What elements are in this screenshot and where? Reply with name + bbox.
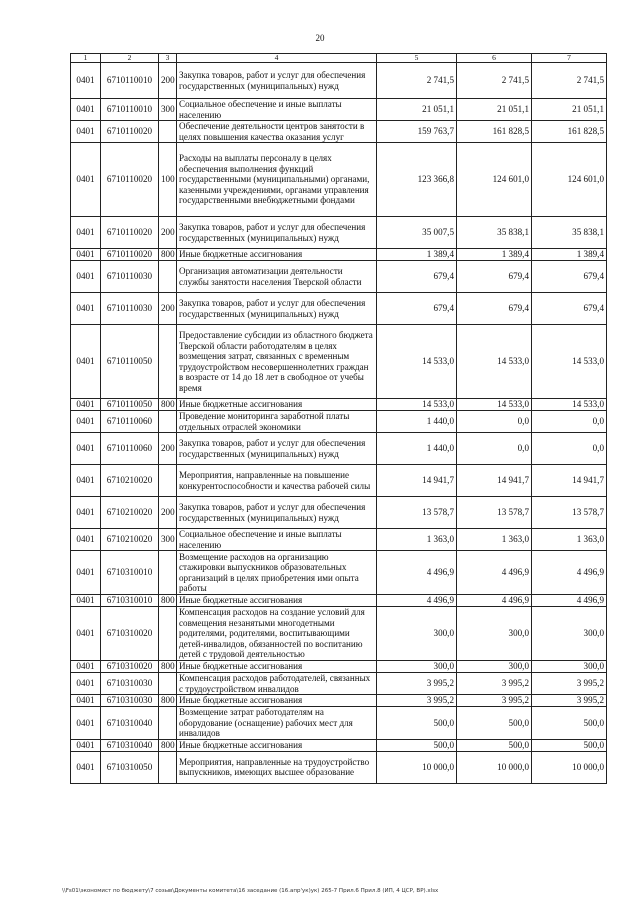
amount-col6-cell: 4 496,9 <box>457 595 532 607</box>
target-article-cell: 6710310010 <box>101 551 159 595</box>
amount-col6-cell: 124 601,0 <box>457 143 532 217</box>
item-name-cell: Социальное обеспечение и иные выплаты населению <box>177 529 377 551</box>
budget-table <box>70 53 607 784</box>
target-article-cell: 6710310050 <box>101 751 159 783</box>
target-article-cell: 6710310010 <box>101 595 159 607</box>
amount-col7-cell: 161 828,5 <box>532 121 607 143</box>
amount-col7-cell: 300,0 <box>532 607 607 661</box>
item-name-cell: Социальное обеспечение и иные выплаты населению <box>177 99 377 121</box>
expense-type-cell: 300 <box>159 99 177 121</box>
expense-type-cell: 300 <box>159 529 177 551</box>
expense-type-cell <box>159 673 177 695</box>
amount-col7-cell: 500,0 <box>532 707 607 740</box>
section-code-cell: 0401 <box>71 143 101 217</box>
section-code-cell: 0401 <box>71 325 101 399</box>
table-row <box>71 551 607 595</box>
section-code-cell: 0401 <box>71 529 101 551</box>
amount-col6-cell: 14 533,0 <box>457 399 532 411</box>
table-row <box>71 99 607 121</box>
item-name-cell: Закупка товаров, работ и услуг для обеспечения государственных (муниципальных) нужд <box>177 433 377 465</box>
column-number: 7 <box>532 54 607 63</box>
amount-col7-cell: 0,0 <box>532 411 607 433</box>
section-code-cell: 0401 <box>71 707 101 740</box>
amount-col5-cell: 14 533,0 <box>377 325 457 399</box>
amount-col6-cell: 300,0 <box>457 607 532 661</box>
amount-col6-cell: 35 838,1 <box>457 217 532 249</box>
expense-type-cell <box>159 751 177 783</box>
item-name-cell: Иные бюджетные ассигнования <box>177 695 377 707</box>
expense-type-cell <box>159 121 177 143</box>
amount-col6-cell: 679,4 <box>457 293 532 325</box>
amount-col7-cell: 679,4 <box>532 261 607 293</box>
section-code-cell: 0401 <box>71 551 101 595</box>
section-code-cell: 0401 <box>71 739 101 751</box>
amount-col6-cell: 3 995,2 <box>457 673 532 695</box>
column-number: 4 <box>177 54 377 63</box>
amount-col5-cell: 679,4 <box>377 261 457 293</box>
target-article-cell: 6710110020 <box>101 217 159 249</box>
amount-col7-cell: 1 363,0 <box>532 529 607 551</box>
amount-col5-cell: 3 995,2 <box>377 695 457 707</box>
amount-col6-cell: 500,0 <box>457 707 532 740</box>
column-number: 3 <box>159 54 177 63</box>
amount-col7-cell: 14 533,0 <box>532 399 607 411</box>
amount-col7-cell: 124 601,0 <box>532 143 607 217</box>
target-article-cell: 6710310040 <box>101 739 159 751</box>
amount-col5-cell: 21 051,1 <box>377 99 457 121</box>
amount-col6-cell: 300,0 <box>457 661 532 673</box>
item-name-cell: Иные бюджетные ассигнования <box>177 595 377 607</box>
expense-type-cell <box>159 261 177 293</box>
item-name-cell: Иные бюджетные ассигнования <box>177 739 377 751</box>
item-name-cell: Иные бюджетные ассигнования <box>177 661 377 673</box>
expense-type-cell <box>159 707 177 740</box>
amount-col7-cell: 0,0 <box>532 433 607 465</box>
column-number: 2 <box>101 54 159 63</box>
amount-col6-cell: 14 941,7 <box>457 465 532 497</box>
item-name-cell: Возмещение расходов на организацию стажировки выпускников образовательных организаций в целях приобретения ими опыта работы <box>177 551 377 595</box>
amount-col5-cell: 1 440,0 <box>377 411 457 433</box>
amount-col5-cell: 35 007,5 <box>377 217 457 249</box>
amount-col5-cell: 500,0 <box>377 739 457 751</box>
amount-col6-cell: 3 995,2 <box>457 695 532 707</box>
expense-type-cell: 200 <box>159 497 177 529</box>
amount-col7-cell: 3 995,2 <box>532 673 607 695</box>
amount-col6-cell: 0,0 <box>457 411 532 433</box>
amount-col7-cell: 1 389,4 <box>532 249 607 261</box>
item-name-cell: Иные бюджетные ассигнования <box>177 249 377 261</box>
amount-col5-cell: 4 496,9 <box>377 595 457 607</box>
item-name-cell: Проведение мониторинга заработной платы отдельных отраслей экономики <box>177 411 377 433</box>
amount-col7-cell: 10 000,0 <box>532 751 607 783</box>
target-article-cell: 6710310020 <box>101 661 159 673</box>
section-code-cell: 0401 <box>71 433 101 465</box>
item-name-cell: Иные бюджетные ассигнования <box>177 399 377 411</box>
target-article-cell: 6710110060 <box>101 433 159 465</box>
file-path-footer: \\Fs01\экономист по бюджету\7 созыв\Документы комитета\16 заседание (16.апр'ук)ук) 265-7 Прил.6 Прил.8 (ИП, 4 ЦСР, ВР).xlsx <box>62 888 439 894</box>
target-article-cell: 6710110030 <box>101 293 159 325</box>
item-name-cell: Компенсация расходов на создание условий для совмещения незанятыми многодетными родителями, родителями, воспитывающими детей-инвалидов, обязанностей по воспитанию детей с трудовой деятельностью <box>177 607 377 661</box>
item-name-cell: Мероприятия, направленные на трудоустройство выпускников, имеющих высшее образование <box>177 751 377 783</box>
table-row <box>71 63 607 99</box>
amount-col6-cell: 13 578,7 <box>457 497 532 529</box>
amount-col7-cell: 13 578,7 <box>532 497 607 529</box>
section-code-cell: 0401 <box>71 99 101 121</box>
section-code-cell: 0401 <box>71 217 101 249</box>
column-number: 5 <box>377 54 457 63</box>
table-row <box>71 673 607 695</box>
amount-col7-cell: 4 496,9 <box>532 551 607 595</box>
target-article-cell: 6710110020 <box>101 249 159 261</box>
amount-col5-cell: 14 941,7 <box>377 465 457 497</box>
expense-type-cell <box>159 411 177 433</box>
expense-type-cell: 200 <box>159 63 177 99</box>
column-number: 6 <box>457 54 532 63</box>
column-number: 1 <box>71 54 101 63</box>
section-code-cell: 0401 <box>71 399 101 411</box>
amount-col5-cell: 14 533,0 <box>377 399 457 411</box>
target-article-cell: 6710210020 <box>101 497 159 529</box>
item-name-cell: Закупка товаров, работ и услуг для обеспечения государственных (муниципальных) нужд <box>177 217 377 249</box>
amount-col6-cell: 500,0 <box>457 739 532 751</box>
amount-col6-cell: 1 389,4 <box>457 249 532 261</box>
table-row <box>71 121 607 143</box>
section-code-cell: 0401 <box>71 293 101 325</box>
amount-col7-cell: 14 941,7 <box>532 465 607 497</box>
item-name-cell: Закупка товаров, работ и услуг для обеспечения государственных (муниципальных) нужд <box>177 63 377 99</box>
table-row <box>71 707 607 740</box>
item-name-cell: Организация автоматизации деятельности службы занятости населения Тверской области <box>177 261 377 293</box>
expense-type-cell <box>159 465 177 497</box>
table-row <box>71 433 607 465</box>
expense-type-cell <box>159 607 177 661</box>
amount-col5-cell: 13 578,7 <box>377 497 457 529</box>
expense-type-cell <box>159 325 177 399</box>
amount-col6-cell: 14 533,0 <box>457 325 532 399</box>
item-name-cell: Возмещение затрат работодателям на оборудование (оснащение) рабочих мест для инвалидов <box>177 707 377 740</box>
section-code-cell: 0401 <box>71 695 101 707</box>
target-article-cell: 6710110010 <box>101 99 159 121</box>
section-code-cell: 0401 <box>71 607 101 661</box>
table-row <box>71 261 607 293</box>
amount-col7-cell: 4 496,9 <box>532 595 607 607</box>
amount-col5-cell: 300,0 <box>377 661 457 673</box>
table-row <box>71 529 607 551</box>
target-article-cell: 6710110010 <box>101 63 159 99</box>
table-row <box>71 607 607 661</box>
table-row <box>71 739 607 751</box>
table-row <box>71 595 607 607</box>
item-name-cell: Обеспечение деятельности центров занятости в целях повышения качества оказания услуг <box>177 121 377 143</box>
page-number: 20 <box>315 33 325 43</box>
expense-type-cell <box>159 551 177 595</box>
section-code-cell: 0401 <box>71 465 101 497</box>
amount-col7-cell: 679,4 <box>532 293 607 325</box>
amount-col7-cell: 35 838,1 <box>532 217 607 249</box>
amount-col6-cell: 161 828,5 <box>457 121 532 143</box>
table-row <box>71 325 607 399</box>
item-name-cell: Предоставление субсидии из областного бюджета Тверской области работодателям в целях возмещения затрат, связанных с временным трудоустройством несовершеннолетних граждан в возрасте от 14 до 18 лет в свободное от учебы время <box>177 325 377 399</box>
table-row <box>71 143 607 217</box>
amount-col6-cell: 4 496,9 <box>457 551 532 595</box>
expense-type-cell: 800 <box>159 249 177 261</box>
amount-col7-cell: 2 741,5 <box>532 63 607 99</box>
section-code-cell: 0401 <box>71 661 101 673</box>
section-code-cell: 0401 <box>71 249 101 261</box>
amount-col5-cell: 1 363,0 <box>377 529 457 551</box>
target-article-cell: 6710110020 <box>101 143 159 217</box>
table-row <box>71 695 607 707</box>
table-row <box>71 293 607 325</box>
table-row <box>71 411 607 433</box>
amount-col7-cell: 500,0 <box>532 739 607 751</box>
amount-col6-cell: 2 741,5 <box>457 63 532 99</box>
amount-col5-cell: 123 366,8 <box>377 143 457 217</box>
amount-col5-cell: 4 496,9 <box>377 551 457 595</box>
item-name-cell: Закупка товаров, работ и услуг для обеспечения государственных (муниципальных) нужд <box>177 497 377 529</box>
amount-col6-cell: 21 051,1 <box>457 99 532 121</box>
table-row <box>71 661 607 673</box>
expense-type-cell: 800 <box>159 399 177 411</box>
target-article-cell: 6710110050 <box>101 325 159 399</box>
item-name-cell: Расходы на выплаты персоналу в целях обеспечения выполнения функций государственными (муниципальными) органами, казенными учреждениями, органами управления государственными внебюджетными фондами <box>177 143 377 217</box>
target-article-cell: 6710110060 <box>101 411 159 433</box>
target-article-cell: 6710310030 <box>101 673 159 695</box>
item-name-cell: Мероприятия, направленные на повышение конкурентоспособности и качества рабочей силы <box>177 465 377 497</box>
amount-col5-cell: 679,4 <box>377 293 457 325</box>
expense-type-cell: 800 <box>159 661 177 673</box>
amount-col5-cell: 3 995,2 <box>377 673 457 695</box>
table-row <box>71 399 607 411</box>
amount-col5-cell: 2 741,5 <box>377 63 457 99</box>
expense-type-cell: 200 <box>159 433 177 465</box>
target-article-cell: 6710110030 <box>101 261 159 293</box>
section-code-cell: 0401 <box>71 411 101 433</box>
table-row <box>71 497 607 529</box>
amount-col7-cell: 3 995,2 <box>532 695 607 707</box>
amount-col7-cell: 14 533,0 <box>532 325 607 399</box>
section-code-cell: 0401 <box>71 673 101 695</box>
target-article-cell: 6710310040 <box>101 707 159 740</box>
section-code-cell: 0401 <box>71 595 101 607</box>
amount-col6-cell: 10 000,0 <box>457 751 532 783</box>
section-code-cell: 0401 <box>71 261 101 293</box>
amount-col6-cell: 679,4 <box>457 261 532 293</box>
amount-col5-cell: 159 763,7 <box>377 121 457 143</box>
item-name-cell: Компенсация расходов работодателей, связанных с трудоустройством инвалидов <box>177 673 377 695</box>
expense-type-cell: 200 <box>159 217 177 249</box>
target-article-cell: 6710110020 <box>101 121 159 143</box>
amount-col6-cell: 1 363,0 <box>457 529 532 551</box>
column-number-row <box>71 54 607 63</box>
target-article-cell: 6710110050 <box>101 399 159 411</box>
amount-col7-cell: 300,0 <box>532 661 607 673</box>
expense-type-cell: 800 <box>159 739 177 751</box>
section-code-cell: 0401 <box>71 63 101 99</box>
amount-col5-cell: 1 389,4 <box>377 249 457 261</box>
expense-type-cell: 800 <box>159 695 177 707</box>
target-article-cell: 6710310030 <box>101 695 159 707</box>
table-row <box>71 751 607 783</box>
expense-type-cell: 800 <box>159 595 177 607</box>
table-row <box>71 217 607 249</box>
section-code-cell: 0401 <box>71 121 101 143</box>
expense-type-cell: 100 <box>159 143 177 217</box>
item-name-cell: Закупка товаров, работ и услуг для обеспечения государственных (муниципальных) нужд <box>177 293 377 325</box>
amount-col5-cell: 300,0 <box>377 607 457 661</box>
target-article-cell: 6710310020 <box>101 607 159 661</box>
section-code-cell: 0401 <box>71 497 101 529</box>
section-code-cell: 0401 <box>71 751 101 783</box>
table-row <box>71 249 607 261</box>
target-article-cell: 6710210020 <box>101 529 159 551</box>
amount-col5-cell: 10 000,0 <box>377 751 457 783</box>
amount-col6-cell: 0,0 <box>457 433 532 465</box>
expense-type-cell: 200 <box>159 293 177 325</box>
amount-col5-cell: 500,0 <box>377 707 457 740</box>
amount-col5-cell: 1 440,0 <box>377 433 457 465</box>
amount-col7-cell: 21 051,1 <box>532 99 607 121</box>
table-row <box>71 465 607 497</box>
target-article-cell: 6710210020 <box>101 465 159 497</box>
